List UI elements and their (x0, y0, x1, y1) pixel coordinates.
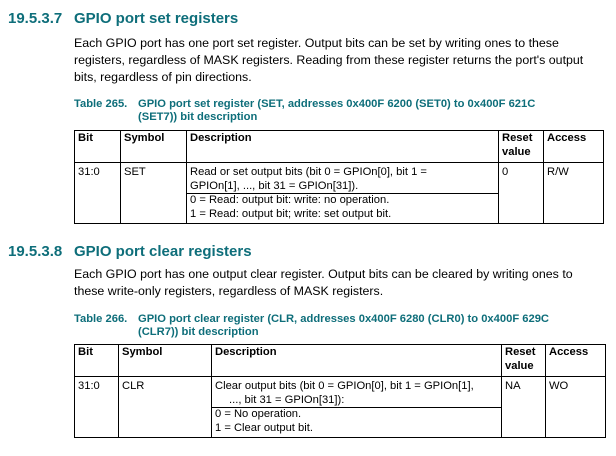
table-caption-line1: GPIO port clear register (CLR, addresses 0x400F 6280 (CLR0) to 0x400F 629C (138, 313, 550, 325)
header-reset-line2: value (505, 359, 534, 372)
table-number: Table 266. (74, 313, 128, 325)
table-caption-line2: (SET7)) bit description (138, 111, 258, 123)
table-caption (74, 98, 535, 124)
section-number: 19.5.3.7 (8, 10, 63, 27)
header-reset-line1: Reset (502, 132, 533, 144)
section-number: 19.5.3.8 (8, 243, 63, 260)
header-reset-line2: value (502, 145, 531, 158)
section-heading-set (8, 10, 238, 27)
cell-symbol: SET (121, 163, 187, 224)
section-title: GPIO port set registers (74, 10, 239, 27)
header-bit: Bit (75, 131, 121, 163)
section-heading-clear (8, 243, 252, 260)
header-symbol: Symbol (119, 345, 212, 377)
cell-access: R/W (544, 163, 604, 224)
cell-description (212, 377, 502, 438)
table-caption (74, 313, 549, 339)
cell-access: WO (546, 377, 606, 438)
cell-description (187, 163, 499, 224)
description-line: 1 = Read: output bit; write: set output bit. (190, 207, 392, 220)
header-symbol: Symbol (121, 131, 187, 163)
description-line: Read or set output bits (bit 0 = GPIOn[0], bit 1 = (190, 166, 427, 178)
cell-symbol: CLR (119, 377, 212, 438)
description-line: 1 = Clear output bit. (215, 421, 313, 434)
header-bit: Bit (75, 345, 119, 377)
table-header-row (75, 345, 606, 377)
table-number: Table 265. (74, 98, 128, 110)
header-description: Description (187, 131, 499, 163)
header-access: Access (546, 345, 606, 377)
cell-bit: 31:0 (75, 377, 119, 438)
description-line: 0 = No operation. (212, 407, 501, 422)
cell-bit: 31:0 (75, 163, 121, 224)
table-header-row (75, 131, 604, 163)
table-row (75, 377, 606, 438)
section-paragraph: Each GPIO port has one output clear register. Output bits can be cleared by writing ones to these write-only registers, regardless of MASK registers. (74, 267, 573, 298)
table-row (75, 163, 604, 224)
section-paragraph: Each GPIO port has one port set register. Output bits can be set by writing ones to these registers, regardless of MASK registers. Reading from these register returns the port's output bits, regardless of pin directions. (74, 36, 584, 84)
header-description: Description (212, 345, 502, 377)
header-access: Access (544, 131, 604, 163)
table-caption-line2: (CLR7)) bit description (138, 326, 259, 338)
section-title: GPIO port clear registers (74, 243, 252, 260)
header-reset-line1: Reset (505, 346, 536, 358)
cell-reset-value: 0 (499, 163, 544, 224)
description-line: 0 = Read: output bit: write: no operation. (187, 193, 498, 208)
header-reset-value (499, 131, 544, 163)
table-caption-line1: GPIO port set register (SET, addresses 0x400F 6200 (SET0) to 0x400F 621C (138, 98, 536, 110)
description-line: ..., bit 31 = GPIOn[31]): (229, 393, 345, 406)
description-line: GPIOn[1], ..., bit 31 = GPIOn[31]). (190, 179, 359, 192)
register-table-clear (74, 344, 606, 438)
register-table-set (74, 130, 604, 224)
header-reset-value (502, 345, 546, 377)
cell-reset-value: NA (502, 377, 546, 438)
description-line: Clear output bits (bit 0 = GPIOn[0], bit 1 = GPIOn[1], (215, 380, 474, 392)
